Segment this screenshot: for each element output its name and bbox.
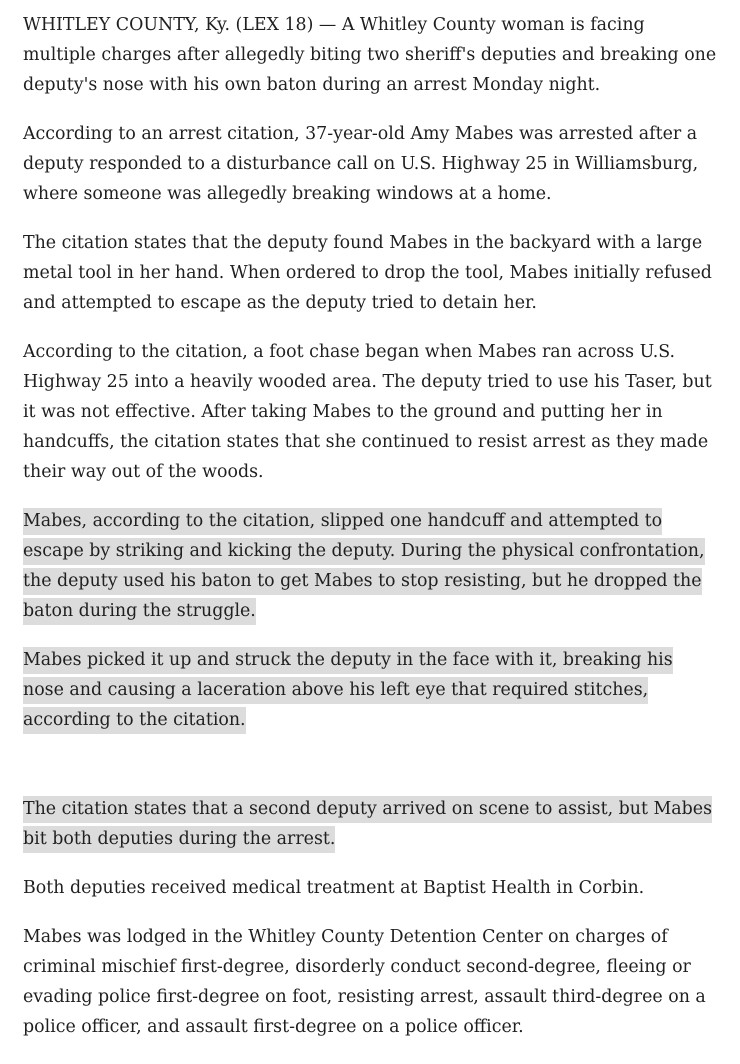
paragraph-baton-highlighted xyxy=(23,645,718,735)
paragraph-text: The citation states that the deputy found Mabes in the backyard with a large metal tool in her hand. When ordered to drop the tool, Mabes initially refused and attempted to escape as the deputy tried to detain her. xyxy=(23,233,712,313)
paragraph-handcuff-highlighted xyxy=(23,506,718,626)
paragraph-foot-chase xyxy=(23,337,718,487)
paragraph-medical-treatment xyxy=(23,873,718,903)
paragraph-backyard xyxy=(23,228,718,318)
paragraph-text: According to the citation, a foot chase began when Mabes ran across U.S. Highway 25 into a heavily wooded area. The deputy tried to use his Taser, but it was not effective. After taking Mabes to the ground and putting her in handcuffs, the citation states that she continued to resist arrest as they made their way out of the woods. xyxy=(23,342,712,482)
highlighted-text[interactable]: Mabes, according to the citation, slipped one handcuff and attempted to escape by striking and kicking the deputy. During the physical confrontation, the deputy used his baton to get Mabes to stop resisting, but he dropped the baton during the struggle. xyxy=(23,508,705,625)
article-body xyxy=(23,10,718,1061)
highlighted-text[interactable]: Mabes picked it up and struck the deputy in the face with it, breaking his nose and causing a laceration above his left eye that required stitches, according to the citation. xyxy=(23,647,673,734)
paragraph-text: Mabes was lodged in the Whitley County Detention Center on charges of criminal mischief first-degree, disorderly conduct second-degree, fleeing or evading police first-degree on foot, resisting arrest, assault third-degree on a police officer, and assault first-degree on a police officer. xyxy=(23,927,706,1037)
paragraph-gap xyxy=(23,754,718,794)
paragraph-arrest-citation xyxy=(23,119,718,209)
paragraph-text: WHITLEY COUNTY, Ky. (LEX 18) — A Whitley County woman is facing multiple charges after allegedly biting two sheriff's deputies and breaking one deputy's nose with his own baton during an arrest Monday night. xyxy=(23,15,717,95)
highlighted-text[interactable]: The citation states that a second deputy arrived on scene to assist, but Mabes bit both deputies during the arrest. xyxy=(23,796,712,853)
paragraph-second-deputy-highlighted xyxy=(23,794,718,854)
paragraph-text: According to an arrest citation, 37-year-old Amy Mabes was arrested after a deputy responded to a disturbance call on U.S. Highway 25 in Williamsburg, where someone was allegedly breaking windows at a home. xyxy=(23,124,699,204)
paragraph-charges xyxy=(23,922,718,1042)
paragraph-text: Both deputies received medical treatment at Baptist Health in Corbin. xyxy=(23,878,645,898)
paragraph-lede xyxy=(23,10,718,100)
